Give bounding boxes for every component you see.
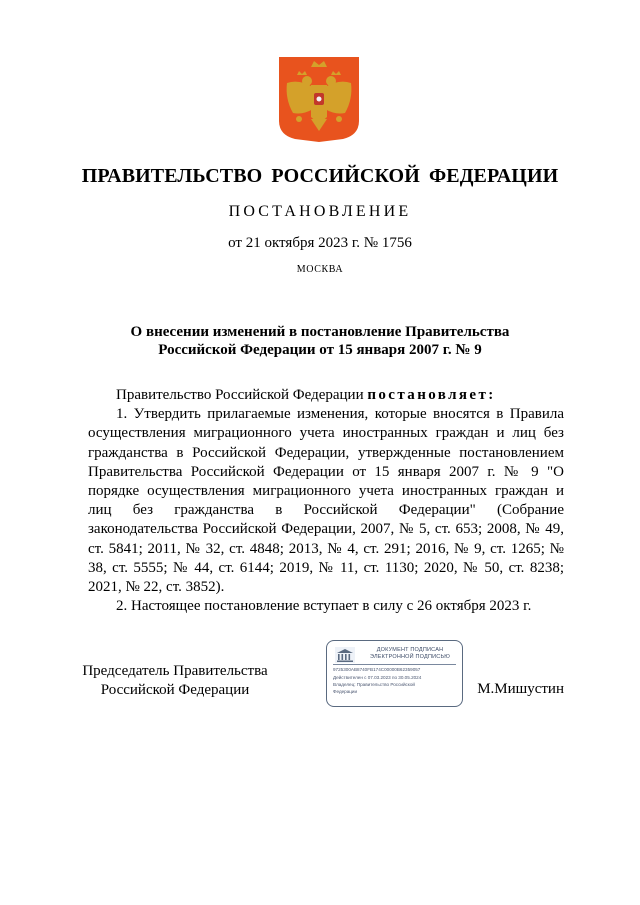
signer-title-line-2: Российской Федерации [100,682,250,698]
heading-line-2: Российской Федерации от 15 января 2007 г. № 9 [158,342,482,358]
stamp-certificate: 9725300AB8740FB174C00000B62359057 [333,667,421,672]
government-title: ПРАВИТЕЛЬСТВО РОССИЙСКОЙ ФЕДЕРАЦИИ [81,165,559,187]
document-date-number: от 21 октября 2023 г. № 1756 [228,235,412,251]
government-building-icon [335,647,355,663]
stamp-title-line-2: ЭЛЕКТРОННОЙ ПОДПИСЬЮ [369,654,451,660]
paragraph-2: 2. Настоящее постановление вступает в силу с 26 октября 2023 г. [116,598,532,615]
stamp-validity: Действителен с 07.03.2023 по 30.05.2024 [333,675,422,680]
paragraph-1: 1. Утвердить прилагаемые изменения, которые вносятся в Правила осуществления миграционного учета иностранных граждан и лиц без гражданства в Российской Федерации, утвержденные постановлением Правительства Российской Федерации от 15 января 2007 г. № 9 "О порядке осуществления миграционного учета иностранных граждан и лиц без гражданства в Российской Федерации" (Собрание законодательства Российской Федерации, 2007, № 5, ст. 653; 2008, № 49, ст. 5841; 2011, № 32, ст. 4848; 2013, № 4, ст. 291; 2016, № 9, ст. 1265; № 38, ст. 5555; № 44, ст. 6144; 2019, № 11, ст. 1130; 2020, № 50, ст. 8238; 2021, № 22, ст. 3852). [88,406,564,596]
signer-title-line-1: Председатель Правительства [82,663,268,679]
stamp-title-line-1: ДОКУМЕНТ ПОДПИСАН [376,647,444,653]
stamp-owner-line-1: Владелец: Правительство Российской [333,682,415,687]
decree-intro [88,386,564,405]
stamp-divider [333,664,456,665]
decree-intro-text: Правительство Российской Федерации [116,387,368,403]
document-city: МОСКВА [296,264,344,275]
stamp-title [361,647,459,661]
document-heading [0,323,640,359]
decree-word: постановляет: [367,387,496,403]
signer-title [76,662,274,700]
electronic-signature-stamp [326,640,463,707]
document-body [88,386,564,616]
stamp-owner-line-2: Федерации [333,689,358,694]
heading-line-1: О внесении изменений в постановление Правительства [130,324,510,340]
signer-name: М.Мишустин [477,681,564,697]
coat-of-arms-icon [277,55,361,143]
document-type: ПОСТАНОВЛЕНИЕ [228,203,412,220]
